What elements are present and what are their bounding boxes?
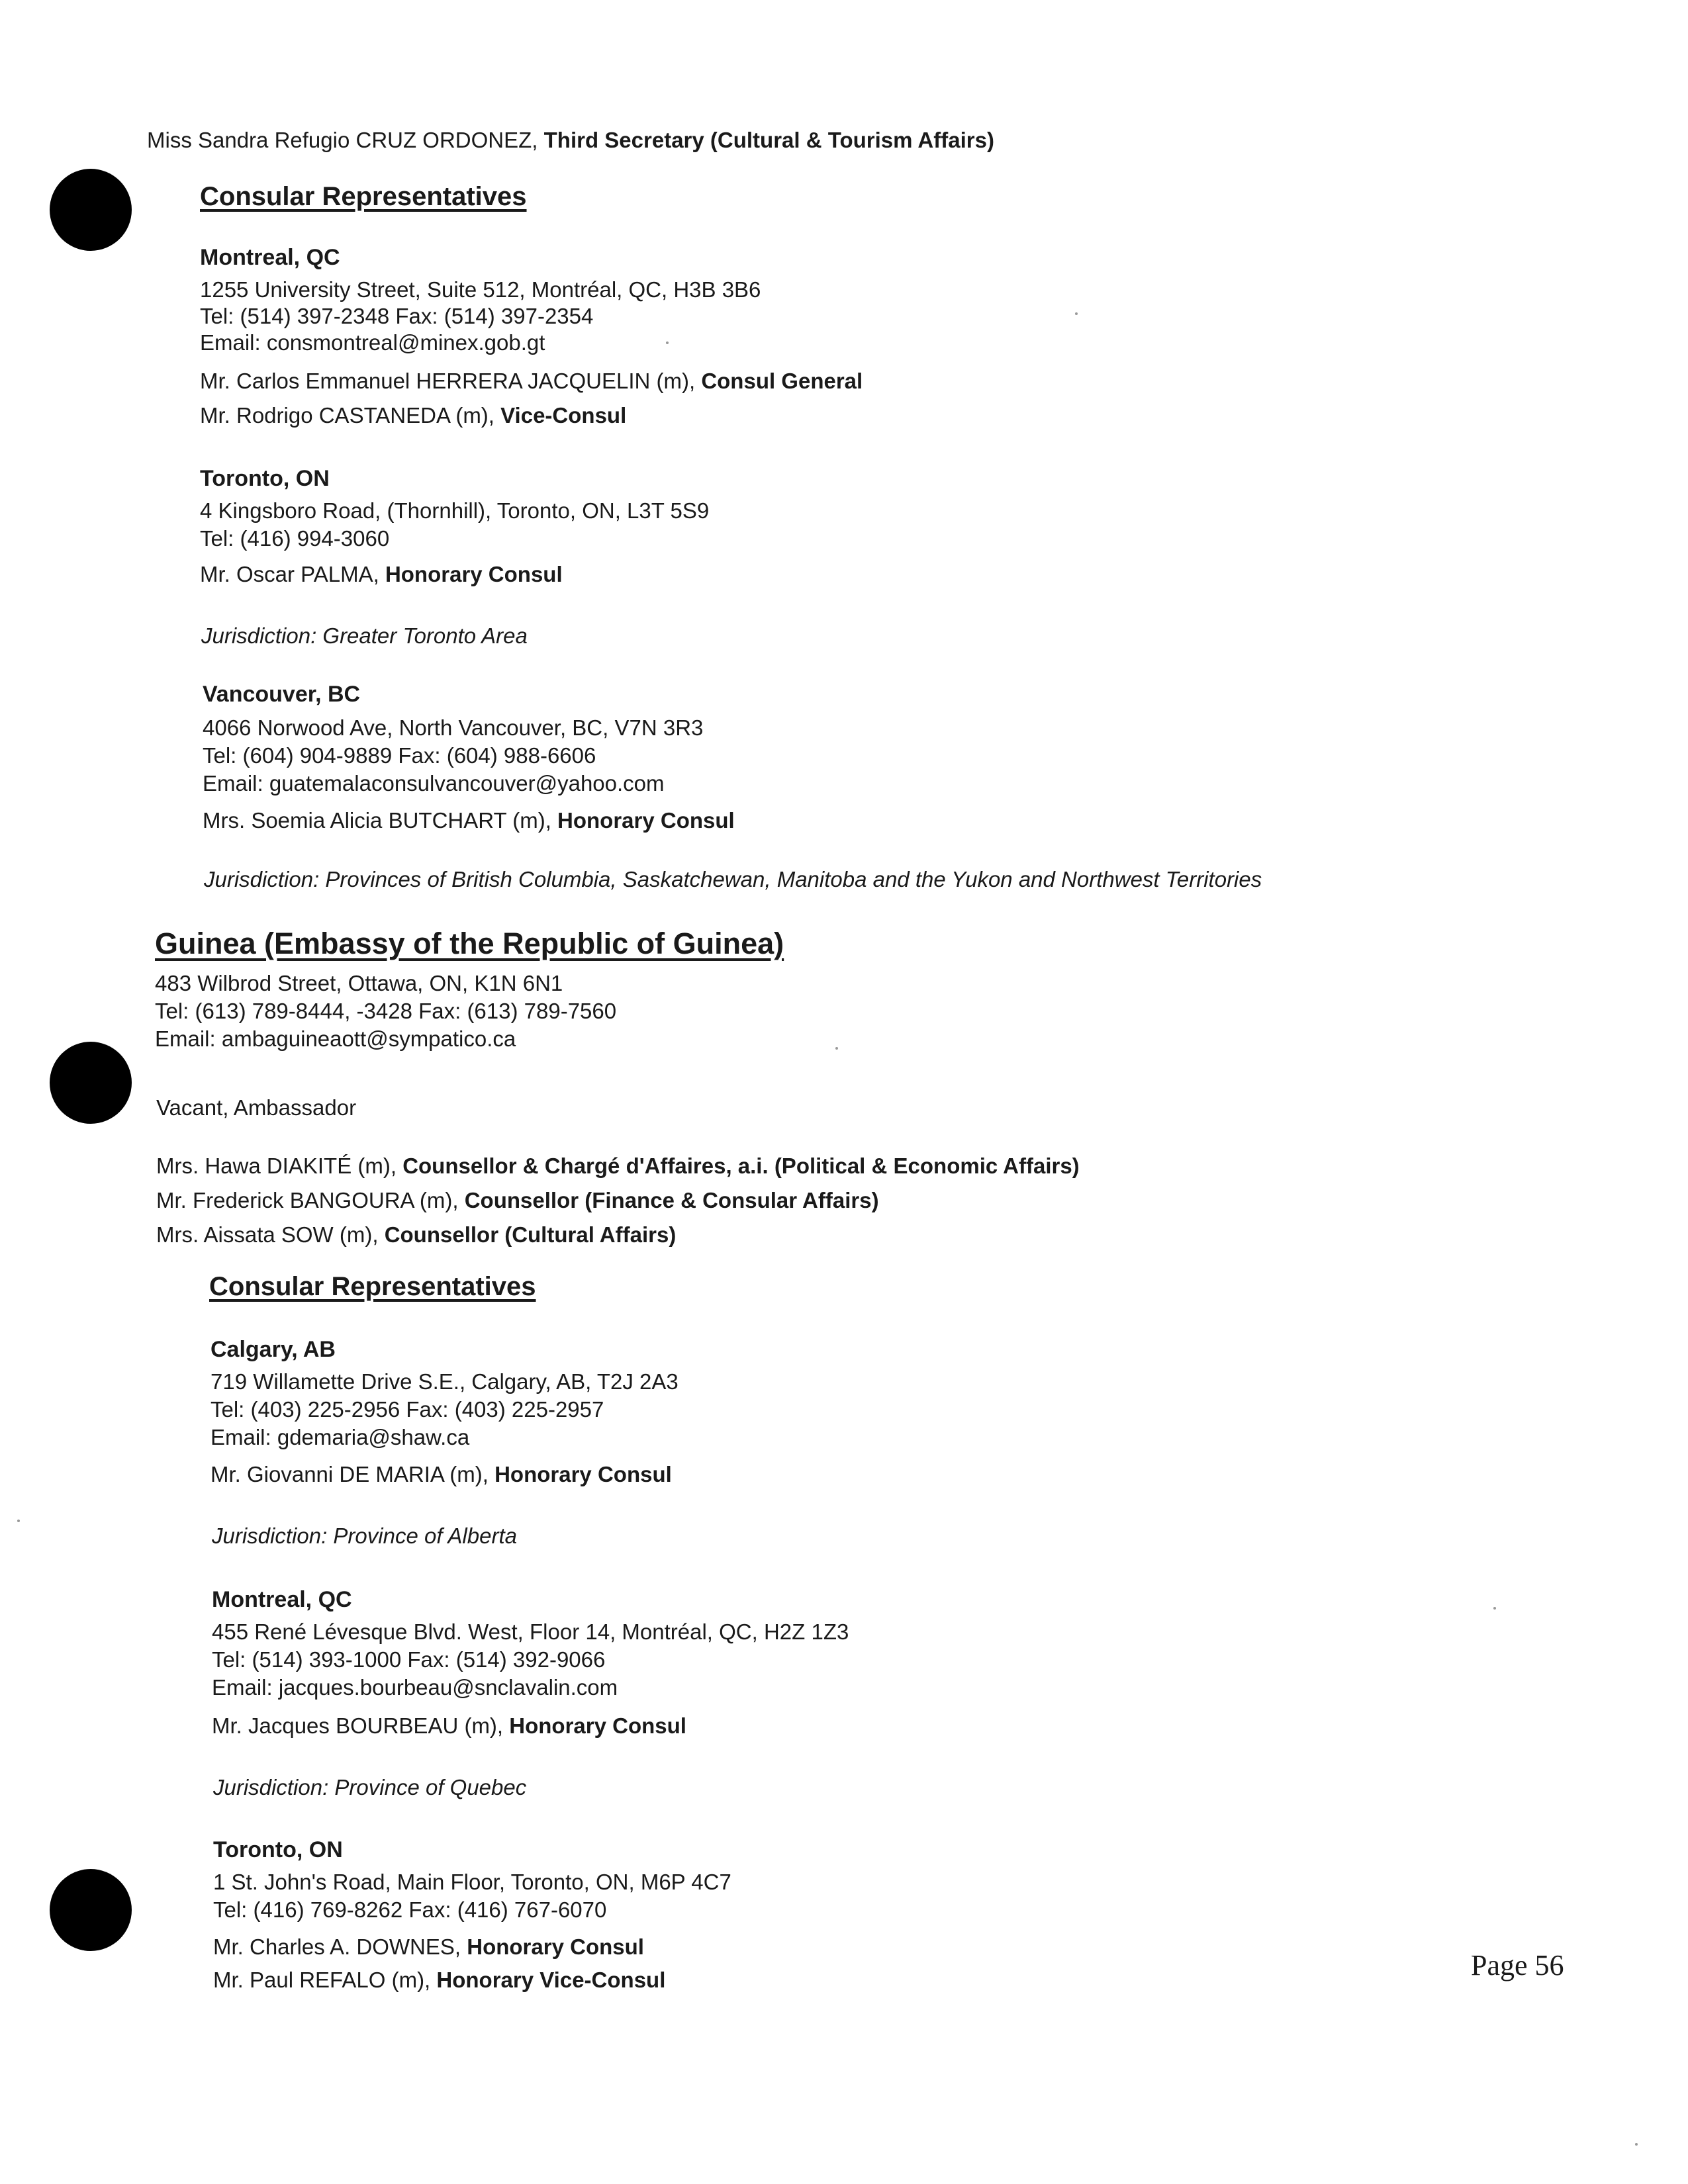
- person-name: Mrs. Aissata SOW (m),: [156, 1222, 385, 1247]
- section-heading-consular: Consular Representatives: [209, 1272, 536, 1301]
- scan-speck: [1493, 1607, 1496, 1610]
- person-entry: [200, 402, 626, 429]
- email: Email: guatemalaconsulvancouver@yahoo.com: [203, 771, 665, 796]
- address: 455 René Lévesque Blvd. West, Floor 14, Montréal, QC, H2Z 1Z3: [212, 1619, 849, 1644]
- embassy-heading: Guinea (Embassy of the Republic of Guinea): [155, 927, 784, 960]
- scan-speck: [666, 341, 669, 344]
- person-name: Mr. Giovanni DE MARIA (m),: [211, 1462, 495, 1486]
- email: Email: gdemaria@shaw.ca: [211, 1425, 470, 1449]
- person-name: Mrs. Soemia Alicia BUTCHART (m),: [203, 808, 558, 833]
- person-title: Counsellor (Cultural Affairs): [384, 1222, 677, 1247]
- ambassador: Vacant, Ambassador: [156, 1095, 357, 1120]
- telephone: Tel: (604) 904-9889 Fax: (604) 988-6606: [203, 743, 596, 768]
- person-name: Mr. Charles A. DOWNES,: [213, 1934, 467, 1959]
- telephone: Tel: (416) 769-8262 Fax: (416) 767-6070: [213, 1897, 607, 1922]
- section-heading-consular: Consular Representatives: [200, 182, 527, 211]
- city-heading: Toronto, ON: [213, 1837, 343, 1862]
- person-title: Honorary Consul: [467, 1934, 644, 1959]
- jurisdiction: Jurisdiction: Greater Toronto Area: [201, 623, 528, 648]
- person-name: Mr. Jacques BOURBEAU (m),: [212, 1713, 510, 1738]
- city-heading: Toronto, ON: [200, 466, 330, 491]
- person-entry: [156, 1153, 1080, 1179]
- person-name: Mr. Oscar PALMA,: [200, 562, 385, 586]
- city-heading: Montreal, QC: [212, 1587, 352, 1612]
- person-name: Mr. Frederick BANGOURA (m),: [156, 1188, 465, 1212]
- address: 719 Willamette Drive S.E., Calgary, AB, T2J 2A3: [211, 1369, 679, 1394]
- person-name: Mr. Paul REFALO (m),: [213, 1968, 437, 1992]
- address: 4066 Norwood Ave, North Vancouver, BC, V7N 3R3: [203, 715, 704, 740]
- punch-hole-bottom: [50, 1869, 132, 1951]
- person-name: Mrs. Hawa DIAKITÉ (m),: [156, 1154, 403, 1178]
- person-entry: [200, 561, 563, 588]
- address: 1255 University Street, Suite 512, Montréal, QC, H3B 3B6: [200, 277, 761, 302]
- scan-speck: [835, 1047, 838, 1050]
- person-entry: [156, 1187, 879, 1214]
- person-title: Honorary Consul: [494, 1462, 672, 1486]
- page-number: Page 56: [1471, 1949, 1564, 1981]
- jurisdiction: Jurisdiction: Provinces of British Columbia, Saskatchewan, Manitoba and the Yukon and Northwest Territories: [204, 867, 1262, 891]
- person-title: Honorary Vice-Consul: [436, 1968, 666, 1992]
- person-entry: [211, 1461, 672, 1488]
- telephone: Tel: (613) 789-8444, -3428 Fax: (613) 789-7560: [155, 999, 617, 1023]
- person-title: Counsellor & Chargé d'Affaires, a.i. (Political & Economic Affairs): [402, 1154, 1080, 1178]
- person-title: Counsellor (Finance & Consular Affairs): [464, 1188, 879, 1212]
- scan-speck: [1075, 312, 1078, 315]
- person-name: Mr. Carlos Emmanuel HERRERA JACQUELIN (m),: [200, 369, 702, 393]
- telephone: Tel: (416) 994-3060: [200, 526, 390, 551]
- address: 4 Kingsboro Road, (Thornhill), Toronto, ON, L3T 5S9: [200, 498, 710, 523]
- city-heading: Vancouver, BC: [203, 682, 361, 707]
- person-title: Honorary Consul: [509, 1713, 686, 1738]
- person-title: Honorary Consul: [385, 562, 563, 586]
- city-heading: Montreal, QC: [200, 245, 340, 270]
- person-entry: [213, 1934, 644, 1960]
- person-title: Third Secretary (Cultural & Tourism Affairs): [543, 128, 994, 152]
- email: Email: ambaguineaott@sympatico.ca: [155, 1026, 516, 1051]
- telephone: Tel: (514) 393-1000 Fax: (514) 392-9066: [212, 1647, 606, 1672]
- person-entry: [212, 1713, 686, 1739]
- scan-speck: [17, 1520, 20, 1522]
- person-name: Mr. Rodrigo CASTANEDA (m),: [200, 403, 501, 428]
- scan-speck: [1635, 2143, 1638, 2146]
- person-entry: [213, 1967, 665, 1993]
- person-title: Consul General: [701, 369, 863, 393]
- person-entry: [203, 807, 735, 834]
- telephone: Tel: (403) 225-2956 Fax: (403) 225-2957: [211, 1397, 604, 1422]
- city-heading: Calgary, AB: [211, 1337, 336, 1362]
- address: 483 Wilbrod Street, Ottawa, ON, K1N 6N1: [155, 971, 563, 995]
- jurisdiction: Jurisdiction: Province of Quebec: [213, 1775, 527, 1799]
- person-title: Vice-Consul: [500, 403, 627, 428]
- person-title: Honorary Consul: [557, 808, 735, 833]
- punch-hole-middle: [50, 1042, 132, 1124]
- jurisdiction: Jurisdiction: Province of Alberta: [212, 1524, 517, 1548]
- telephone: Tel: (514) 397-2348 Fax: (514) 397-2354: [200, 304, 594, 328]
- punch-hole-top: [50, 169, 132, 251]
- email: Email: jacques.bourbeau@snclavalin.com: [212, 1675, 618, 1700]
- email: Email: consmontreal@minex.gob.gt: [200, 330, 545, 355]
- person-entry: [156, 1222, 676, 1248]
- address: 1 St. John's Road, Main Floor, Toronto, ON, M6P 4C7: [213, 1870, 731, 1894]
- person-entry: [200, 368, 863, 394]
- top-entry: [147, 127, 994, 154]
- person-name: Miss Sandra Refugio CRUZ ORDONEZ,: [147, 128, 544, 152]
